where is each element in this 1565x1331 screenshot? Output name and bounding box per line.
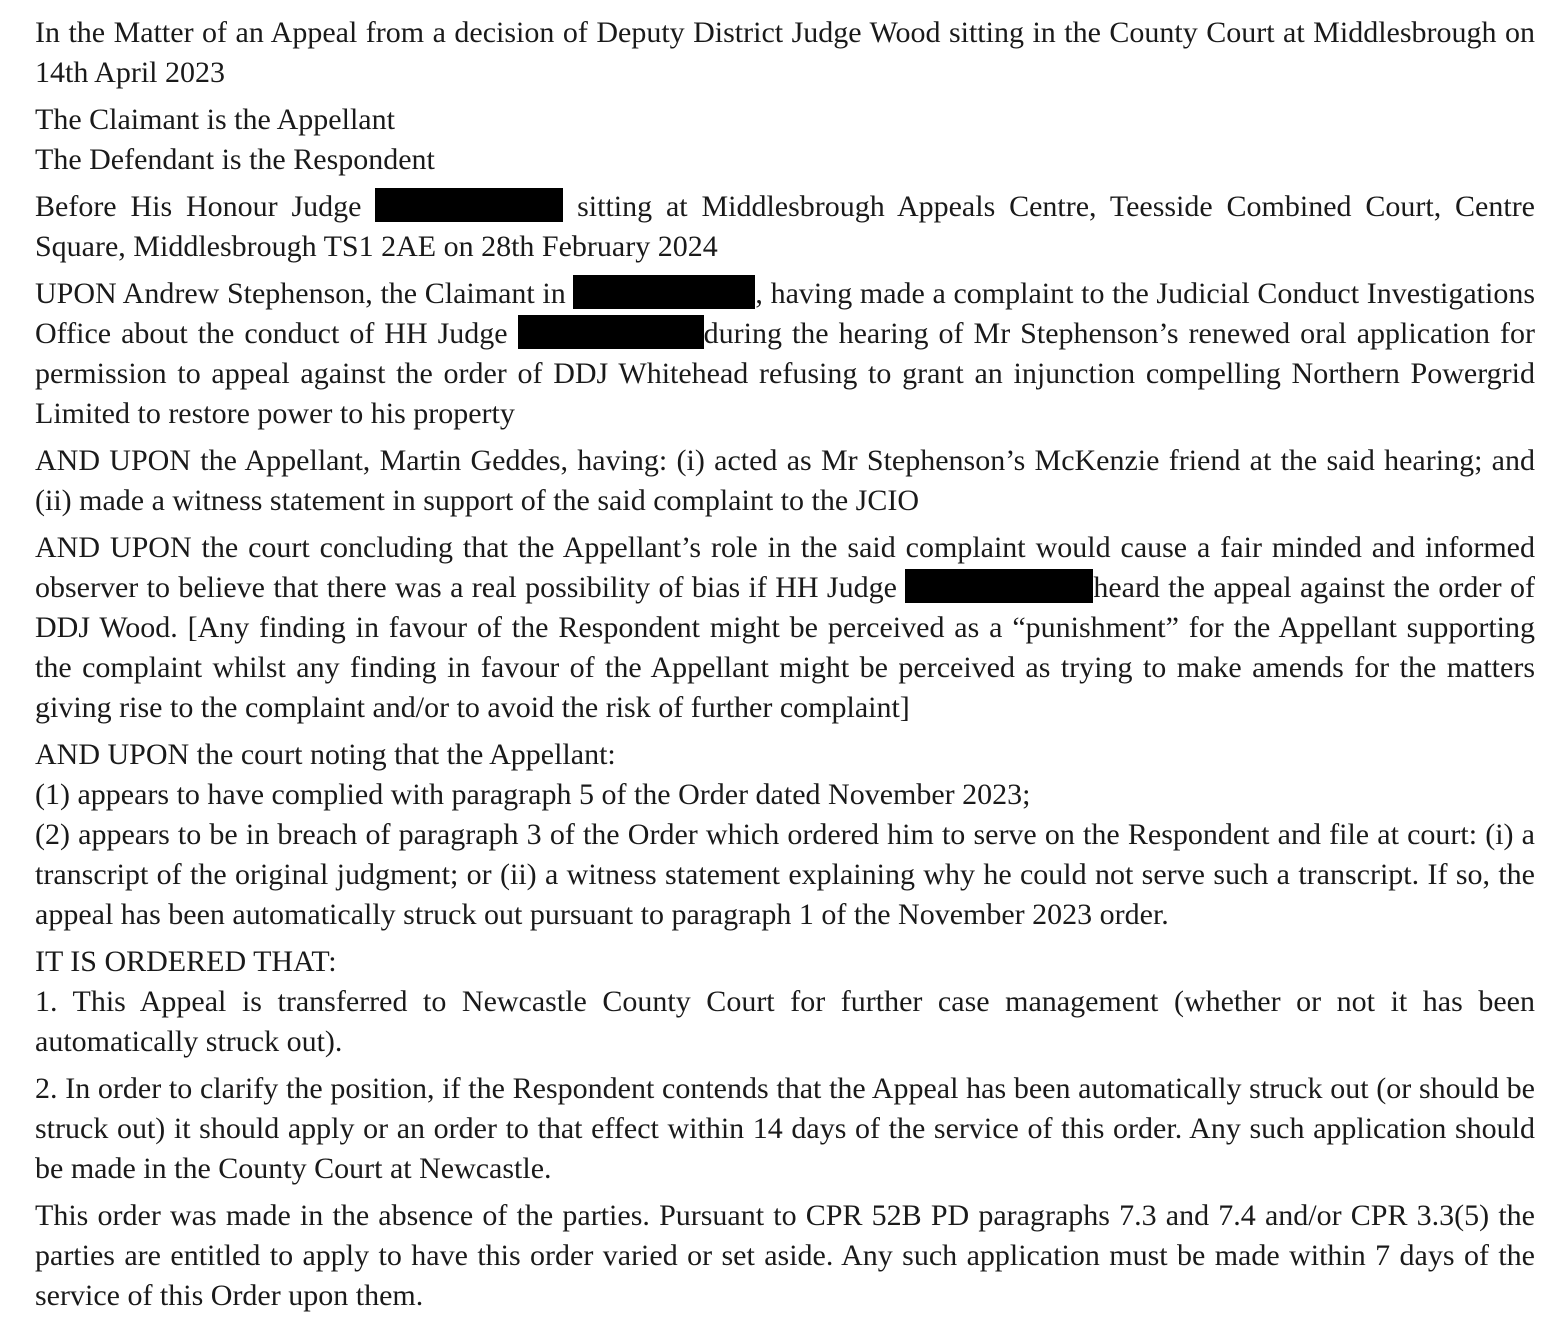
absence-paragraph: This order was made in the absence of the parties. Pursuant to CPR 52B PD paragraphs 7.3 and 7.4 and/or CPR 3.3(5) the parties are entitled to apply to have this order varied or set aside. Any such application must be made within 7 days of the service of this Order upon them. (35, 1199, 1535, 1312)
before-text-start: Before His Honour Judge (35, 190, 362, 223)
upon-paragraph (35, 274, 1535, 434)
upon-text-start: UPON Andrew Stephenson, the Claimant in (35, 277, 566, 310)
defendant-line: The Defendant is the Respondent (35, 143, 435, 176)
redaction-bar-claim-number (573, 275, 755, 309)
and-upon-mckenzie-paragraph: AND UPON the Appellant, Martin Geddes, having: (i) acted as Mr Stephenson’s McKenzie friend at the said hearing; and (ii) made a witness statement in support of the said complaint to the JCIO (35, 444, 1535, 517)
and-upon-noting-paragraph (35, 735, 1535, 935)
ordered-heading: IT IS ORDERED THAT: (35, 945, 337, 978)
noting-item-2: (2) appears to be in breach of paragraph 3 of the Order which ordered him to serve on the Respondent and file at court: (i) a transcript of the original judgment; or (ii) a witness statement explaining why he could not serve such a transcript. If so, the appeal has been automatically struck out pursuant to paragraph 1 of the November 2023 order. (35, 818, 1535, 931)
before-text-end: sitting at Middlesbrough Appeals Centre, Teesside Combined Court, Centre Square, Middlesbrough TS1 2AE on 28th February 2024 (35, 190, 1536, 263)
noting-heading: AND UPON the court noting that the Appellant: (35, 738, 616, 771)
before-paragraph (35, 187, 1535, 267)
redaction-bar-judge-name (905, 569, 1093, 603)
claimant-line: The Claimant is the Appellant (35, 103, 395, 136)
bias-text-end: heard the appeal against the order of DDJ Wood. [Any finding in favour of the Respondent might be perceived as a “punishment” for the Appellant supporting the complaint whilst any finding in favour of the Appellant might be perceived as trying to make amends for the matters giving rise to the complaint and/or to avoid the risk of further complaint] (35, 571, 1536, 724)
and-upon-bias-paragraph (35, 528, 1535, 728)
bias-text-start: AND UPON the court concluding that the Appellant’s role in the said complaint would cause a fair minded and informed observer to believe that there was a real possibility of bias if HH Judge (35, 531, 1535, 604)
matter-paragraph: In the Matter of an Appeal from a decision of Deputy District Judge Wood sitting in the County Court at Middlesbrough on 14th April 2023 (35, 16, 1535, 89)
noting-item-1: (1) appears to have complied with paragraph 5 of the Order dated November 2023; (35, 778, 1031, 811)
redaction-bar-judge-name (518, 315, 704, 349)
order-item-2: 2. In order to clarify the position, if the Respondent contends that the Appeal has been automatically struck out (or should be struck out) it should apply or an order to that effect within 14 days of the service of this order. Any such application should be made in the County Court at Newcastle. (35, 1072, 1535, 1185)
upon-text-end: during the hearing of Mr Stephenson’s renewed oral application for permission to appeal against the order of DDJ Whitehead refusing to grant an injunction compelling Northern Powergrid Limited to restore power to his property (35, 317, 1536, 430)
redaction-bar-judge-name (375, 188, 563, 222)
order-item-1: 1. This Appeal is transferred to Newcastle County Court for further case management (whether or not it has been automatically struck out). (35, 985, 1535, 1058)
upon-text-middle: , having made a complaint to the Judicial Conduct Investigations Office about the conduct of HH Judge (35, 277, 1536, 350)
